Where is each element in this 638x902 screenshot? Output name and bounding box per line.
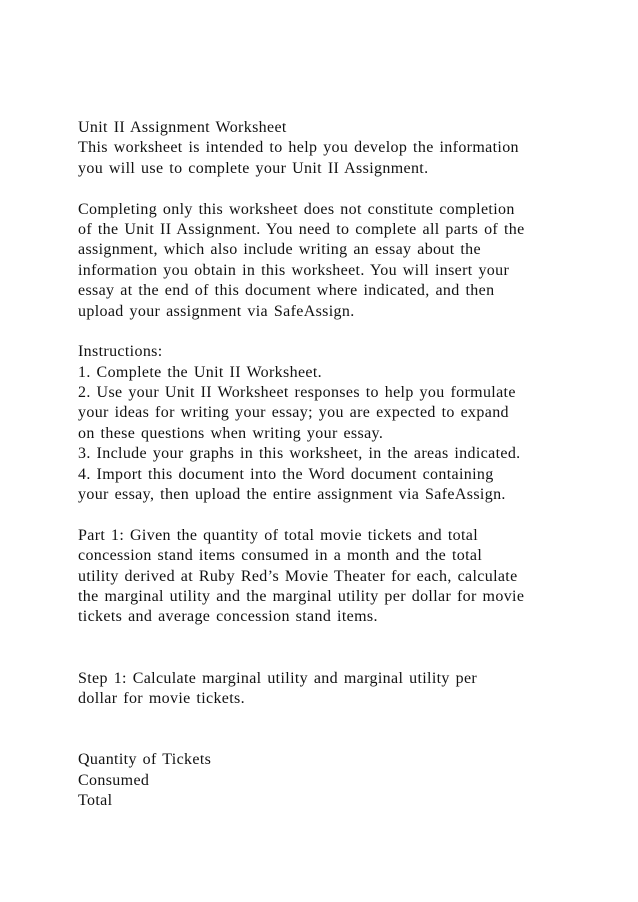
- paragraph-gap: [78, 322, 578, 342]
- part1-line: concession stand items consumed in a month and the total: [78, 547, 483, 565]
- step1-line: dollar for movie tickets.: [78, 689, 245, 707]
- intro-line: This worksheet is intended to help you develop the information: [78, 139, 519, 157]
- step1-line: Step 1: Calculate marginal utility and marginal utility per: [78, 669, 478, 687]
- table-header-line: Total: [78, 791, 113, 809]
- intro-line: you will use to complete your Unit II Assignment.: [78, 159, 429, 177]
- part1-line: tickets and average concession stand items.: [78, 608, 378, 626]
- completion-note-line: information you obtain in this worksheet. You will insert your: [78, 261, 510, 279]
- completion-note-line: Completing only this worksheet does not constitute completion: [78, 200, 515, 218]
- completion-note-line: upload your assignment via SafeAssign.: [78, 302, 355, 320]
- paragraph-gap: [78, 179, 578, 199]
- instructions-heading: Instructions:: [78, 343, 163, 361]
- completion-note-line: of the Unit II Assignment. You need to complete all parts of the: [78, 220, 525, 238]
- paragraph-gap: [78, 628, 578, 669]
- instruction-line: 1. Complete the Unit II Worksheet.: [78, 363, 322, 381]
- document-body: [78, 118, 578, 811]
- table-header-line: Quantity of Tickets: [78, 751, 212, 769]
- instruction-line: on these questions when writing your essay.: [78, 424, 384, 442]
- instruction-line: 3. Include your graphs in this worksheet, in the areas indicated.: [78, 445, 521, 463]
- instruction-line: 2. Use your Unit II Worksheet responses to help you formulate: [78, 384, 516, 402]
- completion-note-line: essay at the end of this document where indicated, and then: [78, 282, 495, 300]
- part1-line: utility derived at Ruby Red’s Movie Theater for each, calculate: [78, 567, 518, 585]
- paragraph-gap: [78, 709, 578, 750]
- instruction-line: your essay, then upload the entire assignment via SafeAssign.: [78, 486, 506, 504]
- table-header-line: Consumed: [78, 771, 150, 789]
- part1-line: the marginal utility and the marginal utility per dollar for movie: [78, 587, 525, 605]
- completion-note-line: assignment, which also include writing an essay about the: [78, 241, 481, 259]
- instruction-line: your ideas for writing your essay; you are expected to expand: [78, 404, 509, 422]
- paragraph-gap: [78, 505, 578, 525]
- document-title: Unit II Assignment Worksheet: [78, 119, 287, 136]
- part1-line: Part 1: Given the quantity of total movie tickets and total: [78, 526, 479, 544]
- instruction-line: 4. Import this document into the Word document containing: [78, 465, 494, 483]
